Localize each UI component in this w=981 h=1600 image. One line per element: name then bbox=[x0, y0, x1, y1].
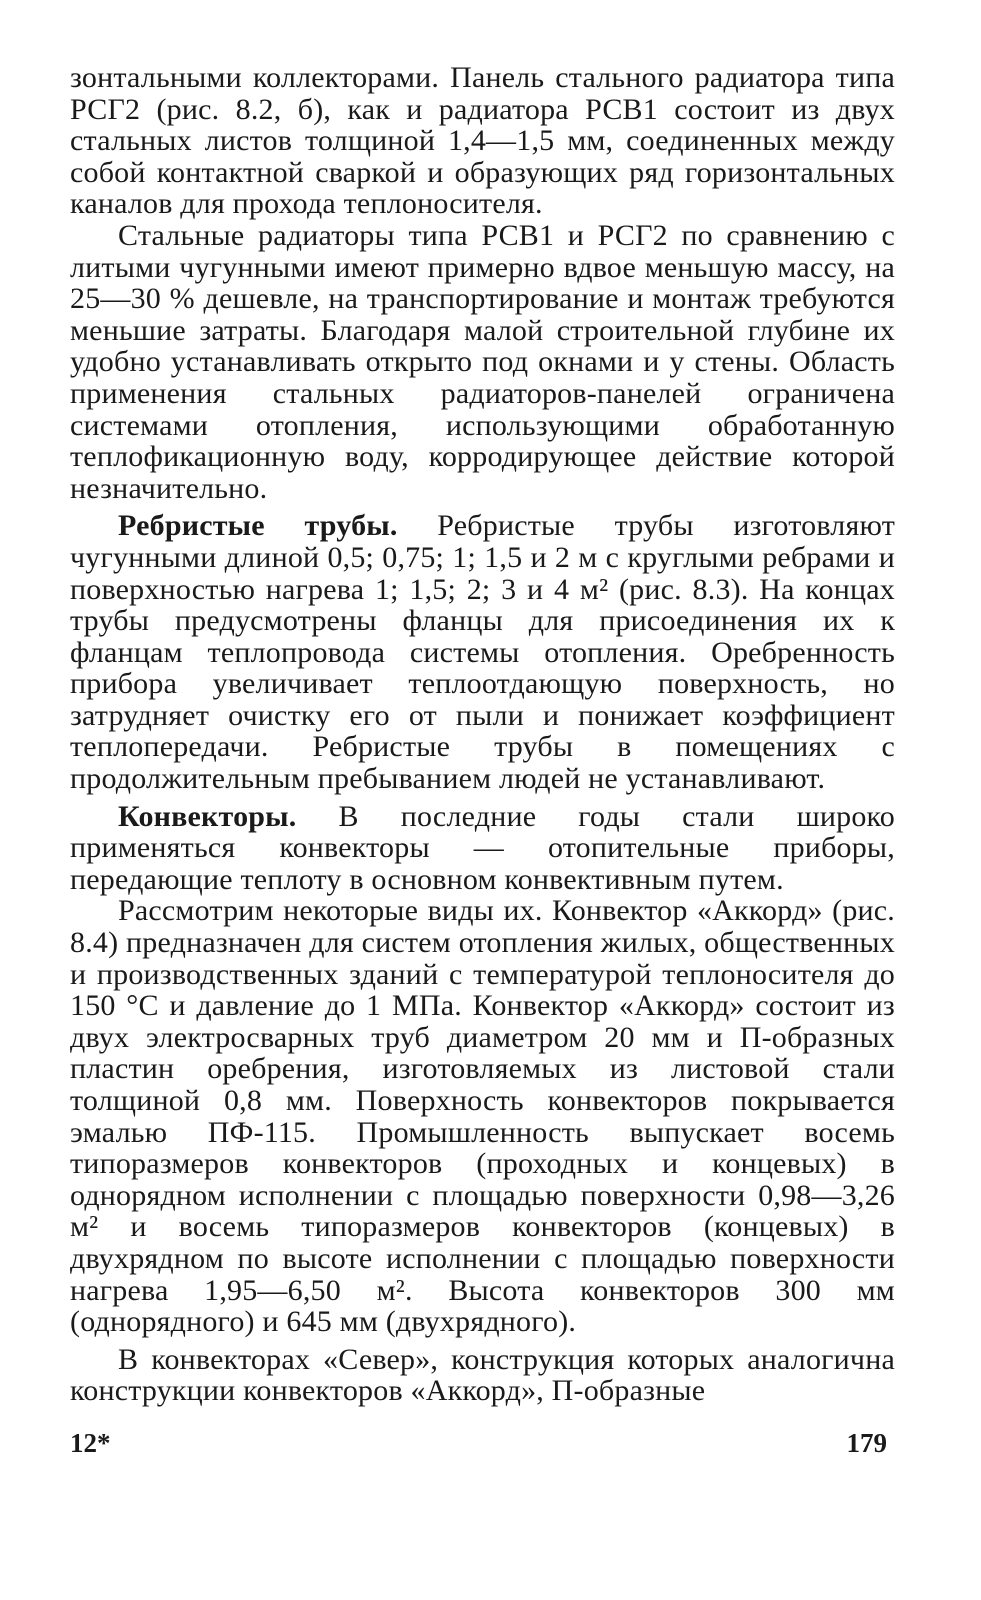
paragraph-text: Ребристые трубы изготовляют чугунными длиной 0,5; 0,75; 1; 1,5 и 2 м с круглыми ребрами и поверхностью нагрева 1; 1,5; 2; 3 и 4 м² (рис. 8.3). На концах трубы предусмотрены фланцы для присоединения их к фланцам теплопровода системы отопления. Оребренность прибора увеличивает теплоотдающую поверхность, но затрудняет очистку его от пыли и понижает коэффициент теплопередачи. Ребристые трубы в помещениях с продолжительным пребыванием людей не устанавливают. bbox=[70, 509, 896, 796]
paragraph-text: Стальные радиаторы типа РСВ1 и РСГ2 по сравнению с литыми чугунными имеют примерно вдвое меньшую массу, на 25—30 % дешевле, на транспортирование и монтаж требуются меньшие затраты. Благодаря малой строительной глубине их удобно устанавливать открыто под окнами и у стены. Область применения стальных радиаторов-панелей ограничена системами отопления, использующими обработанную теплофикационную воду, корродирующее действие которой незначительно. bbox=[70, 218, 895, 505]
run-in-heading: Конвекторы. bbox=[118, 799, 297, 833]
run-in-heading: Ребристые трубы. bbox=[118, 509, 398, 543]
paragraph-text: Рассмотрим некоторые виды их. Конвектор «Аккорд» (рис. 8.4) предназначен для систем отопления жилых, общественных и производственных зданий с температурой теплоносителя до 150 °С и давление до 1 МПа. Конвектор «Аккорд» состоит из двух электросварных труб диаметром 20 мм и П-образных пластин оребрения, изготовляемых из листовой стали толщиной 0,8 мм. Поверхность конвекторов покрывается эмалью ПФ-115. Промышленность выпускает восемь типоразмеров конвекторов (проходных и концевых) в однорядном исполнении с площадью поверхности 0,98—3,26 м² и восемь типоразмеров конвекторов (концевых) в двухрядном по высоте исполнении с площадью поверхности нагрева 1,95—6,50 м². Высота конвекторов 300 мм (однорядного) и 645 мм (двухрядного). bbox=[70, 894, 895, 1339]
paragraph-continuation bbox=[70, 62, 895, 220]
paragraph-steel-radiators bbox=[70, 220, 895, 504]
paragraph-text: В конвекторах «Север», конструкция которых аналогична конструкции конвекторов «Аккорд», П-образные bbox=[70, 1342, 895, 1408]
paragraph-sever bbox=[70, 1344, 895, 1407]
page-number: 179 bbox=[846, 1428, 887, 1458]
paragraph-akkord bbox=[70, 895, 895, 1337]
paragraph-text: В последние годы стали широко применяться конвекторы — отопительные приборы, передающие теплоту в основном конвективным путем. bbox=[70, 799, 895, 896]
paragraph-convectors bbox=[70, 801, 895, 896]
paragraph-text: зонтальными коллекторами. Панель стального радиатора типа РСГ2 (рис. 8.2, б), как и радиатора РСВ1 состоит из двух стальных листов толщиной 1,4—1,5 мм, соединенных между собой контактной сваркой и образующих ряд горизонтальных каналов для прохода теплоносителя. bbox=[70, 61, 895, 221]
signature-mark: 12* bbox=[70, 1428, 111, 1458]
page-footer bbox=[70, 1428, 895, 1468]
page-body bbox=[70, 62, 895, 1407]
paragraph-finned-tubes bbox=[70, 510, 895, 794]
